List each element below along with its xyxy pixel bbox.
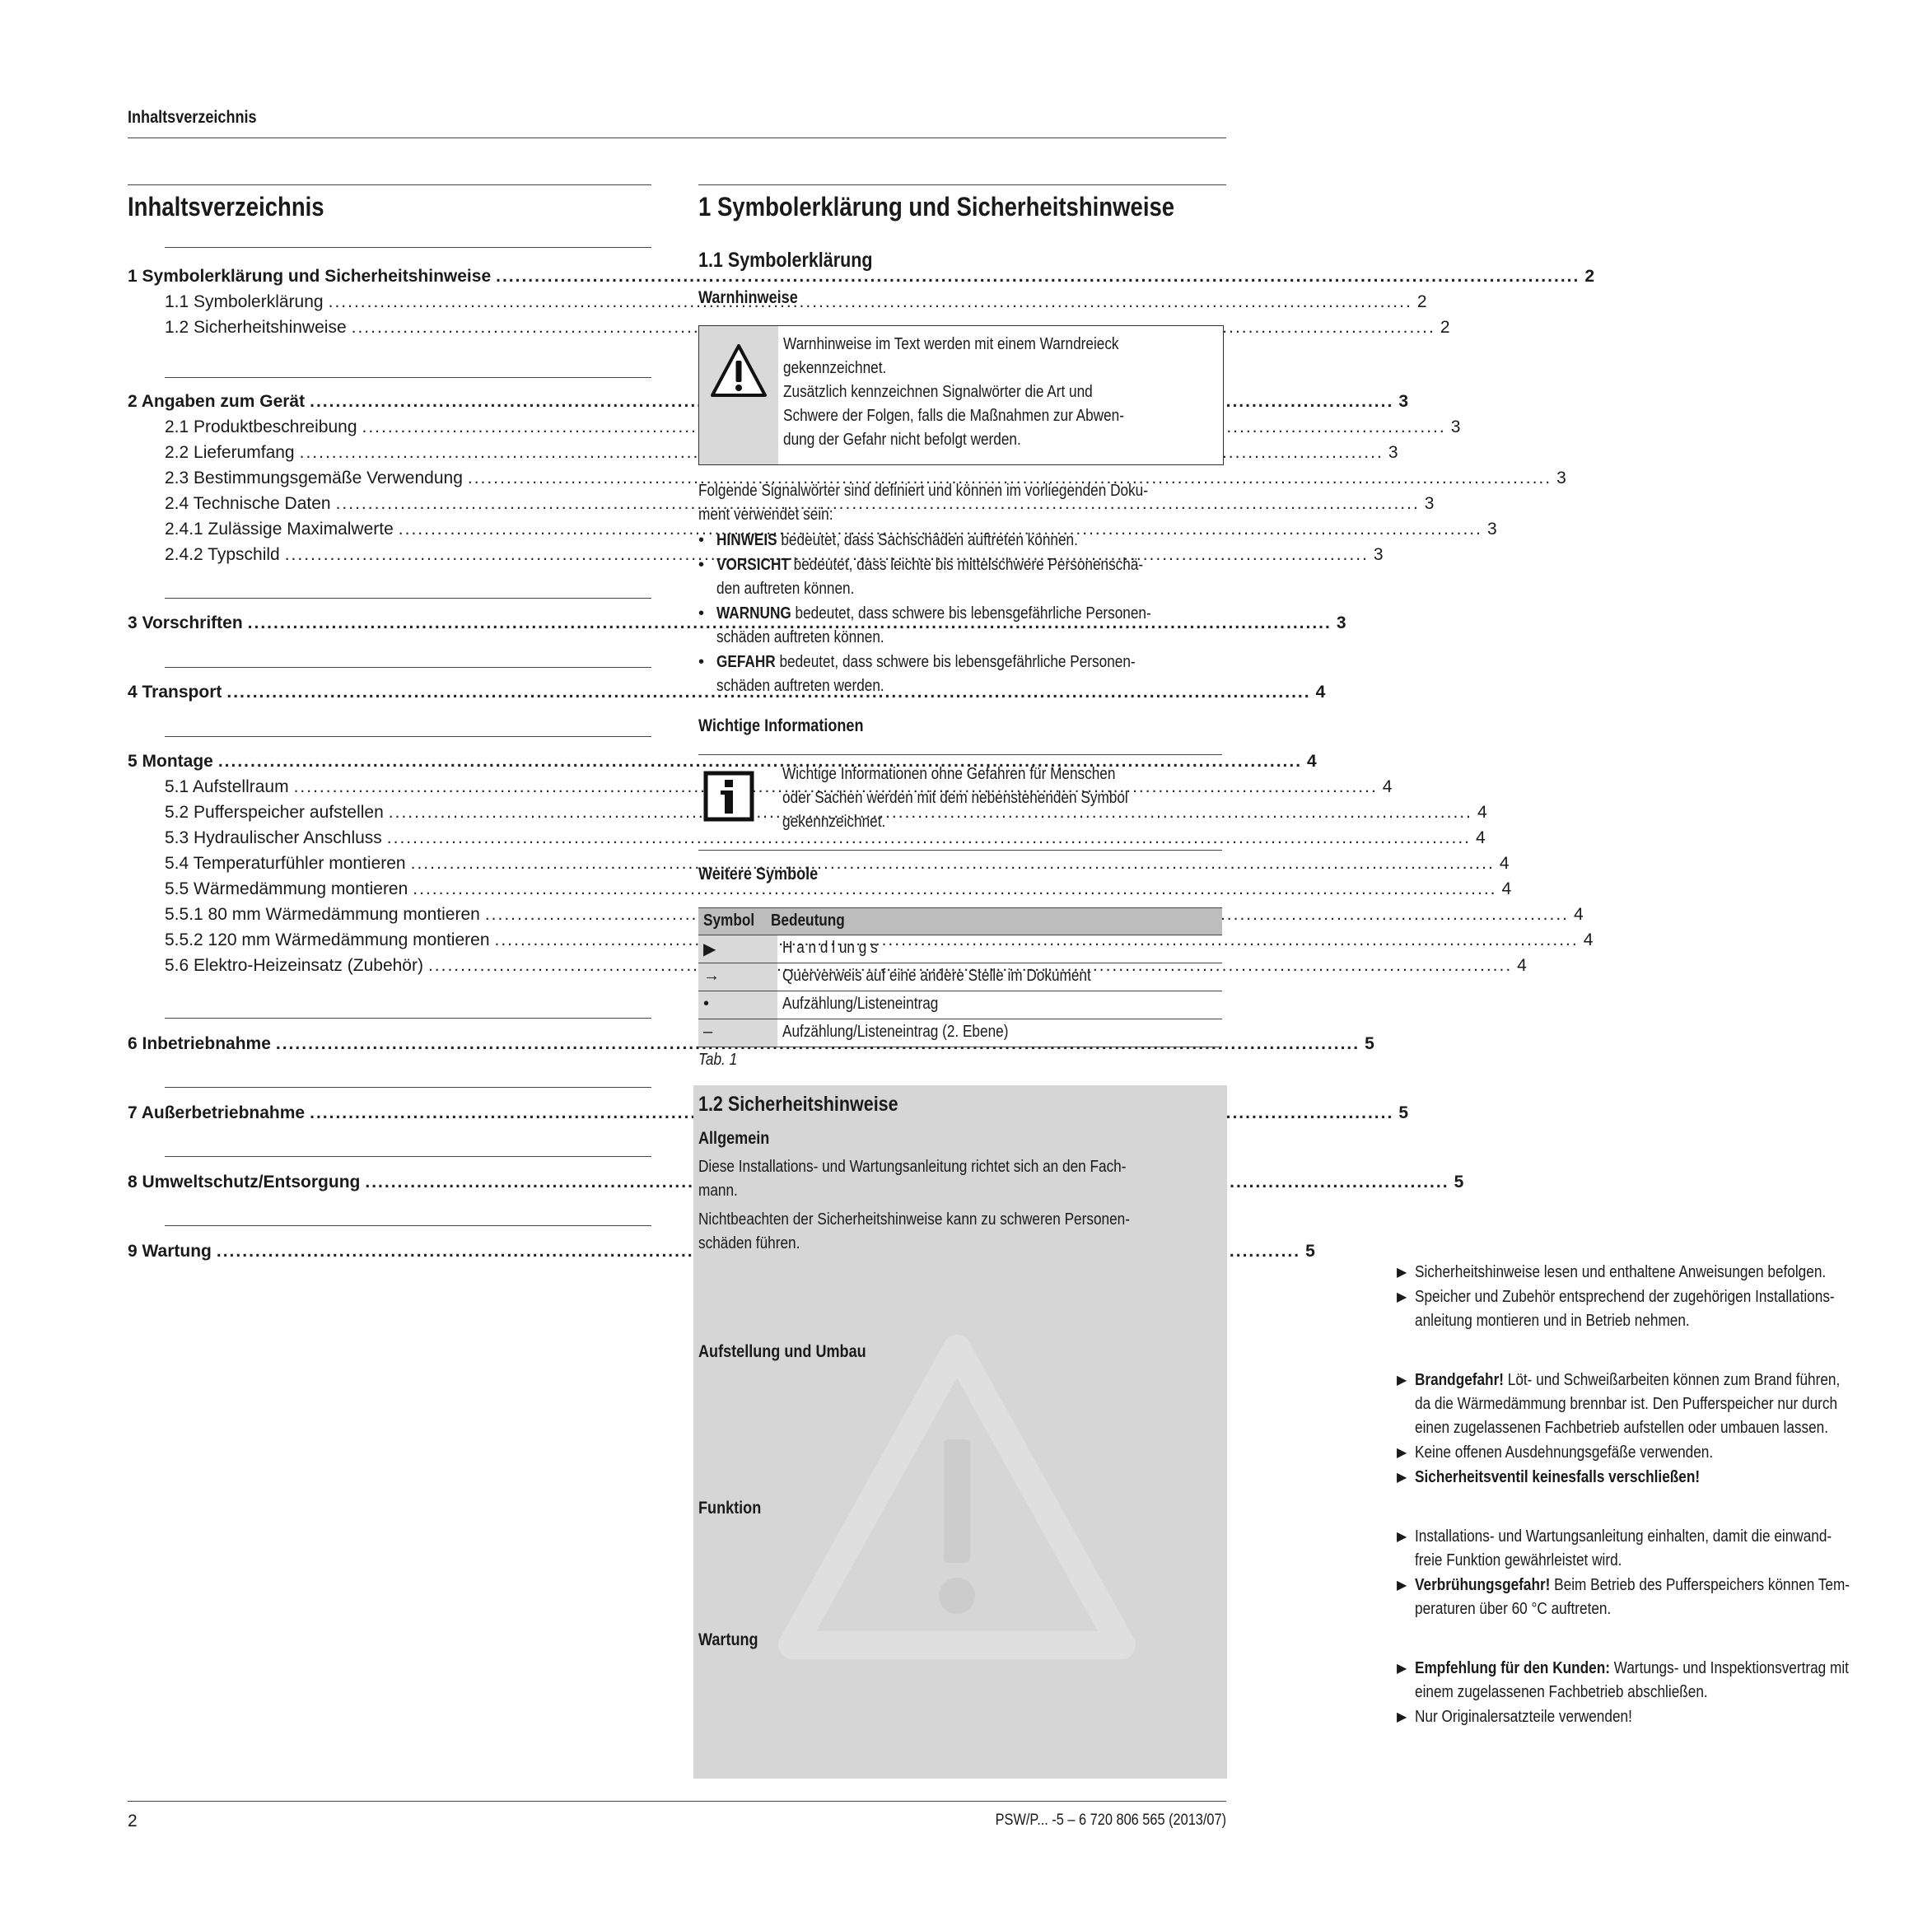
action-item	[1397, 1574, 1932, 1621]
symbol-cell	[698, 991, 777, 1019]
toc-group-rule	[165, 598, 651, 599]
signal-word: HINWEIS	[716, 531, 777, 549]
safety-title: 1.2 Sicherheitshinweise	[698, 1093, 898, 1116]
action-item	[1397, 1369, 1932, 1440]
table-row	[698, 1019, 1222, 1047]
maint-heading: Wartung	[698, 1630, 758, 1649]
paragraph	[698, 1155, 1225, 1203]
toc-entry-label: 5.4 Temperaturfühler montieren	[165, 854, 406, 873]
meaning-cell: Querverweis auf eine andere Stelle im Dokument	[782, 967, 1091, 985]
symbol-table-header	[698, 907, 1222, 935]
toc-entry-label: 2 Angaben zum Gerät	[128, 392, 306, 411]
emphasis: Brandgefahr!	[1415, 1371, 1504, 1389]
action-text: anleitung montieren und in Betrieb nehmen.	[1415, 1312, 1690, 1330]
toc-entry-page: 2	[1440, 318, 1450, 337]
paragraph-line: Nichtbeachten der Sicherheitshinweise kann zu schweren Personen-	[698, 1210, 1130, 1229]
toc-title: Inhaltsverzeichnis	[128, 192, 324, 222]
toc-entry-page: 4	[1477, 803, 1487, 822]
symbol-glyph: –	[703, 1023, 713, 1041]
toc-entry-label: 6 Inbetriebnahme	[128, 1034, 271, 1053]
action-item	[1397, 1657, 1932, 1704]
info-box	[698, 754, 1222, 850]
table-row	[698, 935, 1222, 963]
signal-word-line	[716, 577, 1161, 601]
warning-box-text	[783, 333, 1220, 452]
toc-entry-label: 5.1 Aufstellraum	[165, 777, 289, 796]
action-text: peraturen über 60 °C auftreten.	[1415, 1600, 1612, 1618]
page-number: 2	[128, 1812, 138, 1830]
symbol-cell	[698, 935, 777, 963]
signal-word-list	[698, 529, 1234, 699]
signal-word: WARNUNG	[716, 604, 791, 623]
action-list	[1397, 1369, 1932, 1490]
signal-word-item	[698, 553, 1234, 601]
action-item	[1397, 1261, 1932, 1285]
toc-entry-label: 9 Wartung	[128, 1242, 212, 1261]
toc-entry-page: 4	[1574, 905, 1584, 924]
action-text: Beim Betrieb des Pufferspeichers können Tem-	[1550, 1576, 1850, 1594]
toc-entry-label: 2.4.1 Zulässige Maximalwerte	[165, 520, 394, 539]
info-icon	[703, 771, 754, 822]
meaning-cell: Aufzählung/Listeneintrag (2. Ebene)	[782, 1023, 1009, 1041]
toc-group-rule	[165, 1087, 651, 1088]
info-line: oder Sachen werden mit dem nebenstehenden Symbol	[782, 789, 1128, 807]
toc-entry[interactable]	[165, 467, 1566, 490]
bullet-marker: •	[698, 653, 705, 671]
toc-entry-page: 4	[1499, 854, 1510, 873]
paragraph-line: mann.	[698, 1182, 738, 1200]
action-line	[1415, 1466, 1860, 1490]
action-arrow-icon: ▶	[1397, 1290, 1407, 1304]
toc-entry-label: 3 Vorschriften	[128, 613, 243, 632]
action-text: Sicherheitshinweise lesen und enthaltene Anweisungen befolgen.	[1415, 1263, 1827, 1281]
toc-entry-page: 3	[1373, 545, 1384, 564]
signal-word-text: bedeutet, dass leichte bis mittelschwere Personenschä-	[789, 556, 1144, 574]
warning-line: Schwere der Folgen, falls die Maßnahmen zur Abwen-	[783, 407, 1124, 425]
action-line	[1415, 1392, 1860, 1416]
signal-word-line	[716, 626, 1161, 650]
paragraph-line: schäden führen.	[698, 1234, 800, 1252]
action-arrow-icon: ▶	[1397, 1662, 1407, 1676]
warning-triangle-icon	[710, 343, 768, 400]
action-text: freie Funktion gewährleistet wird.	[1415, 1551, 1622, 1569]
action-line	[1415, 1681, 1860, 1704]
toc-entry-label: 2.1 Produktbeschreibung	[165, 417, 357, 436]
action-list	[1397, 1525, 1932, 1621]
action-line	[1415, 1574, 1860, 1597]
action-list	[1397, 1261, 1932, 1333]
toc-entry-label: 5.3 Hydraulischer Anschluss	[165, 828, 382, 847]
toc-entry-label: 8 Umweltschutz/Entsorgung	[128, 1173, 361, 1192]
toc-group-rule	[165, 1018, 651, 1019]
warning-line: Zusätzlich kennzeichnen Signalwörter die Art und	[783, 383, 1093, 401]
signal-word-text: schäden auftreten werden.	[716, 677, 884, 695]
toc-entry-page: 4	[1501, 879, 1512, 898]
toc-entry-page: 3	[1556, 469, 1566, 487]
more-symbols-heading: Weitere Symbole	[698, 865, 819, 884]
action-line	[1415, 1597, 1860, 1621]
action-line	[1415, 1369, 1860, 1392]
action-line	[1415, 1657, 1860, 1681]
signal-word-item	[698, 602, 1234, 650]
general-heading: Allgemein	[698, 1129, 770, 1148]
toc-entry-label: 5.2 Pufferspeicher aufstellen	[165, 803, 384, 822]
toc-entry-label: 4 Transport	[128, 683, 222, 702]
meaning-cell: H a n d l un g s	[782, 939, 878, 957]
emphasis: Sicherheitsventil keinesfalls verschließen!	[1415, 1468, 1701, 1486]
action-text: Nur Originalersatzteile verwenden!	[1415, 1708, 1632, 1726]
toc-entry-page: 4	[1583, 930, 1594, 949]
document-reference: PSW/P... -5 – 6 720 806 565 (2013/07)	[995, 1812, 1226, 1829]
signal-word-line	[716, 553, 1161, 577]
toc-entry-label: 5.5.2 120 mm Wärmedämmung montieren	[165, 930, 490, 949]
toc-entry-page: 3	[1450, 417, 1461, 436]
toc-entry[interactable]	[128, 750, 1317, 773]
action-line	[1415, 1285, 1860, 1309]
meaning-cell: Aufzählung/Listeneintrag	[782, 995, 939, 1013]
toc-dot-leader	[413, 878, 1496, 901]
toc-entry-label: 2.3 Bestimmungsgemäße Verwendung	[165, 469, 463, 487]
toc-entry-page: 3	[1336, 613, 1346, 632]
footer-rule	[128, 1801, 1226, 1802]
toc-entry[interactable]	[165, 878, 1512, 901]
toc-entry-page: 3	[1388, 443, 1398, 462]
signal-word-item	[698, 529, 1234, 553]
warning-line: gekennzeichnet.	[783, 359, 887, 377]
paragraph-line: Folgende Signalwörter sind definiert und können im vorliegenden Doku-	[698, 482, 1148, 500]
action-arrow-icon: ▶	[1397, 1373, 1407, 1387]
signal-word: GEFAHR	[716, 653, 776, 671]
action-text: Installations- und Wartungsanleitung einhalten, damit die einwand-	[1415, 1527, 1832, 1546]
signal-word-line	[716, 674, 1161, 698]
signal-word-item	[698, 651, 1234, 698]
symbol-glyph: →	[703, 967, 720, 985]
toc-entry-page: 4	[1307, 752, 1317, 771]
action-text: einem zugelassenen Fachbetrieb abschließen.	[1415, 1683, 1708, 1701]
action-item	[1397, 1705, 1932, 1729]
symbol-table	[698, 907, 1222, 1047]
table-caption: Tab. 1	[698, 1051, 738, 1069]
warning-box	[698, 325, 1224, 465]
signal-word-text: bedeutet, dass Sachschäden auftreten können.	[777, 531, 1078, 549]
toc-entry-page: 2	[1416, 292, 1427, 311]
action-line	[1415, 1261, 1860, 1285]
action-text: Löt- und Schweißarbeiten können zum Brand führen,	[1503, 1371, 1841, 1389]
action-arrow-icon: ▶	[1397, 1530, 1407, 1544]
signal-intro	[698, 479, 1225, 527]
table-row	[698, 991, 1222, 1019]
action-line	[1415, 1309, 1860, 1333]
emphasis: Empfehlung für den Kunden:	[1415, 1659, 1610, 1677]
toc-entry-page: 2	[1584, 267, 1595, 286]
toc-dot-leader	[411, 852, 1495, 875]
action-line	[1415, 1705, 1860, 1729]
symbol-cell	[698, 1019, 777, 1047]
action-text: Keine offenen Ausdehnungsgefäße verwenden.	[1415, 1443, 1714, 1462]
toc-entry-page: 4	[1382, 777, 1393, 796]
signal-word-text: schäden auftreten können.	[716, 628, 884, 646]
bullet-marker: •	[698, 531, 705, 549]
action-text: Speicher und Zubehör entsprechend der zugehörigen Installations-	[1415, 1288, 1835, 1306]
signal-word-text: den auftreten können.	[716, 580, 855, 598]
toc-entry[interactable]	[165, 827, 1486, 850]
action-arrow-icon: ▶	[1397, 1579, 1407, 1593]
signal-word-line	[716, 602, 1161, 626]
toc-entry-page: 3	[1424, 494, 1435, 513]
toc-entry-page: 5	[1305, 1242, 1315, 1261]
emphasis: Verbrühungsgefahr!	[1415, 1576, 1551, 1594]
info-bottom-rule	[698, 850, 1222, 851]
warning-line: Warnhinweise im Text werden mit einem Warndreieck	[783, 335, 1119, 353]
action-text: einen zugelassenen Fachbetrieb aufstellen oder umbauen lassen.	[1415, 1419, 1829, 1437]
toc-entry-page: 4	[1517, 956, 1527, 975]
toc-group-rule	[165, 247, 651, 248]
toc-entry-page: 3	[1486, 520, 1497, 539]
action-list	[1397, 1657, 1932, 1729]
action-item	[1397, 1285, 1932, 1333]
toc-entry-label: 5.6 Elektro-Heizeinsatz (Zubehör)	[165, 956, 423, 975]
toc-entry-label: 5 Montage	[128, 752, 213, 771]
action-item	[1397, 1441, 1932, 1465]
section-top-rule	[698, 184, 1226, 185]
signal-word-line	[716, 651, 1161, 674]
paragraph-line: Diese Installations- und Wartungsanleitung richtet sich an den Fach-	[698, 1158, 1127, 1176]
table-row	[698, 963, 1222, 991]
safety-section	[698, 1090, 1850, 1736]
action-line	[1415, 1525, 1860, 1549]
action-arrow-icon: ▶	[1397, 1446, 1407, 1460]
toc-entry-label: 5.5.1 80 mm Wärmedämmung montieren	[165, 905, 480, 924]
action-text: Wartungs- und Inspektionsvertrag mit	[1609, 1659, 1849, 1677]
toc-entry-page: 5	[1454, 1173, 1464, 1192]
toc-group-rule	[165, 1156, 651, 1157]
info-line: gekennzeichnet.	[782, 813, 886, 831]
toc-group-rule	[165, 736, 651, 737]
table-header-cell: Symbol	[703, 912, 755, 930]
signal-word-text: bedeutet, dass schwere bis lebensgefährliche Personen-	[791, 604, 1151, 623]
paragraph-line: ment verwendet sein:	[698, 506, 833, 524]
toc-entry-page: 4	[1315, 683, 1326, 702]
action-arrow-icon: ▶	[1397, 1710, 1407, 1724]
action-text: da die Wärmedämmung brennbar ist. Den Pufferspeicher nur durch	[1415, 1395, 1838, 1413]
toc-entry-label: 1.2 Sicherheitshinweise	[165, 318, 347, 337]
toc-entry[interactable]	[128, 265, 1595, 288]
toc-entry-page: 4	[1476, 828, 1486, 847]
signal-word-text: bedeutet, dass schwere bis lebensgefährliche Personen-	[775, 653, 1136, 671]
toc-entry-label: 2.4 Technische Daten	[165, 494, 331, 513]
toc-entry-label: 1.1 Symbolerklärung	[165, 292, 324, 311]
section-1-title: 1 Symbolerklärung und Sicherheitshinweise	[698, 192, 1175, 222]
toc-dot-leader	[329, 291, 1412, 314]
action-line	[1415, 1416, 1860, 1440]
toc-entry[interactable]	[165, 441, 1398, 464]
bullet-marker: •	[698, 556, 705, 574]
toc-entry[interactable]	[128, 1033, 1374, 1056]
symbol-glyph: ▶	[703, 940, 716, 958]
toc-entry-label: 7 Außerbetriebnahme	[128, 1103, 306, 1122]
toc-entry-page: 3	[1398, 392, 1408, 411]
toc-top-rule	[128, 184, 651, 185]
action-line	[1415, 1549, 1860, 1573]
action-arrow-icon: ▶	[1397, 1471, 1407, 1485]
toc-entry-label: 5.5 Wärmedämmung montieren	[165, 879, 408, 898]
info-box-text	[782, 762, 1219, 834]
toc-group-rule	[165, 377, 651, 378]
toc-entry-label: 2.2 Lieferumfang	[165, 443, 295, 462]
signal-word-line	[716, 529, 1161, 553]
warn-heading: Warnhinweise	[698, 288, 798, 307]
toc-dot-leader	[496, 265, 1580, 288]
action-line	[1415, 1441, 1860, 1465]
bullet-marker: •	[698, 604, 705, 623]
toc-entry[interactable]	[165, 316, 1450, 339]
function-heading: Funktion	[698, 1499, 762, 1518]
running-header: Inhaltsverzeichnis	[128, 108, 257, 127]
setup-heading: Aufstellung und Umbau	[698, 1342, 866, 1361]
action-item	[1397, 1525, 1932, 1573]
toc-group-rule	[165, 667, 651, 668]
toc-entry-page: 5	[1398, 1103, 1408, 1122]
warning-line: dung der Gefahr nicht befolgt werden.	[783, 431, 1021, 449]
table-header-cell: Bedeutung	[771, 912, 845, 930]
toc-entry-page: 5	[1365, 1034, 1374, 1053]
signal-word: VORSICHT	[716, 556, 790, 574]
toc-entry-label: 2.4.2 Typschild	[165, 545, 280, 564]
section-1-1-title: 1.1 Symbolerklärung	[698, 249, 873, 272]
symbol-glyph: •	[703, 995, 710, 1013]
paragraph	[698, 1208, 1225, 1256]
toc-entry-label: 1 Symbolerklärung und Sicherheitshinweise	[128, 267, 492, 286]
toc-group-rule	[165, 1225, 651, 1226]
action-item	[1397, 1466, 1932, 1490]
action-arrow-icon: ▶	[1397, 1266, 1407, 1280]
info-line: Wichtige Informationen ohne Gefahren für Menschen	[782, 765, 1116, 783]
warning-icon-cell	[699, 326, 778, 464]
symbol-cell	[698, 963, 777, 991]
info-heading: Wichtige Informationen	[698, 716, 864, 735]
